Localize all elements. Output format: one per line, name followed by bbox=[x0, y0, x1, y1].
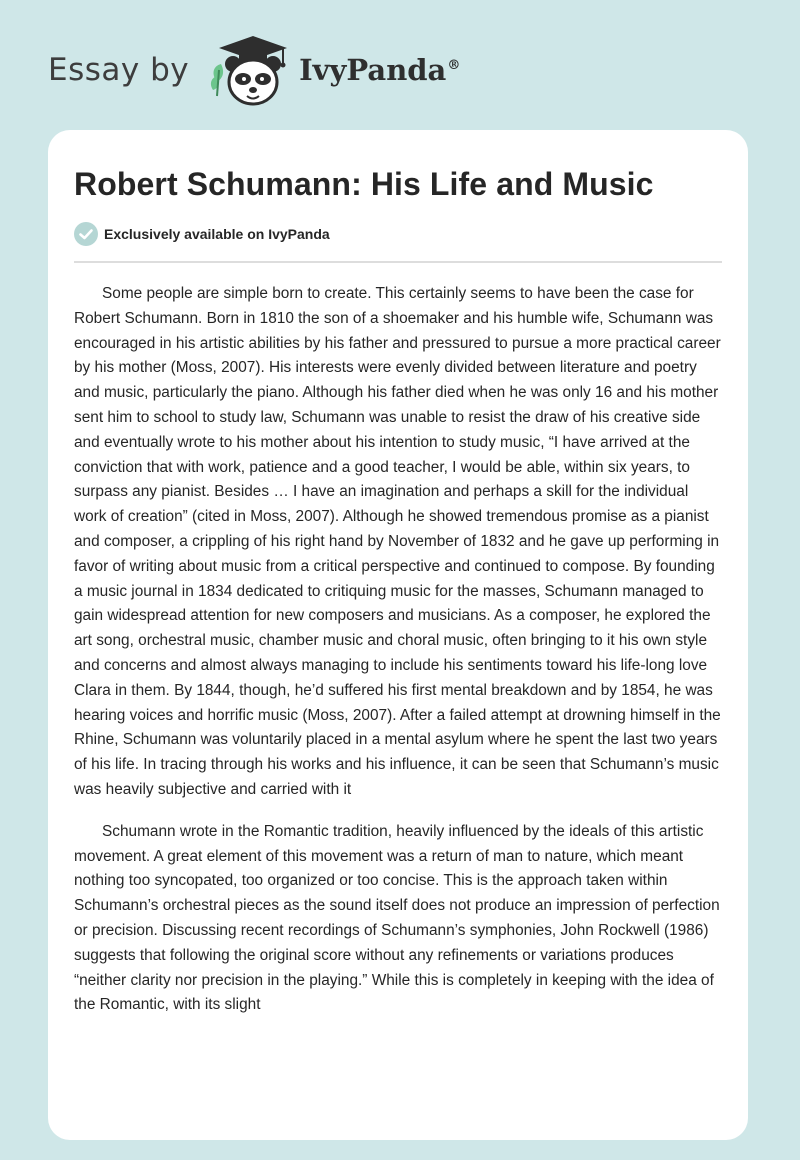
exclusive-badge bbox=[74, 222, 330, 246]
brand-name[interactable] bbox=[299, 53, 460, 87]
paragraph: Some people are simple born to create. This certainly seems to have been the case for Robert Schumann. Born in 1810 the son of a shoemaker and his humble wife, Schumann was encouraged in his artistic abilities by his father and pressured to pursue a more practical career by his mother (Moss, 2007). His interests were evenly divided between literature and poetry and music, particularly the piano. Although his father died when he was only 16 and his mother sent him to school to study law, Schumann was unable to resist the draw of his creative side and eventually wrote to his mother about his intention to study music, “I have arrived at the conviction that with work, patience and a good teacher, I would be able, within six years, to surpass any pianist. Besides … I have an imagination and perhaps a skill for the individual work of creation” (cited in Moss, 2007). Although he showed tremendous promise as a pianist and composer, a crippling of his right hand by November of 1832 and he gave up performing in favor of writing about music from a critical perspective and continued to compose. By founding a music journal in 1834 dedicated to critiquing music for the masses, Schumann managed to gain widespread attention for new composers and musicians. As a composer, he explored the art song, orchestral music, chamber music and choral music, often bringing to it his own style and concerns and almost always managing to include his sentiments toward his life-long love Clara in them. By 1844, though, he’d suffered his first mental breakdown and by 1854, he was hearing voices and horrific music (Moss, 2007). After a failed attempt at drowning himself in the Rhine, Schumann was voluntarily placed in a mental asylum where he spent the last two years of his life. In tracing through his works and his influence, it can be seen that Schumann’s music was heavily subjective and carried with it bbox=[74, 285, 721, 798]
panda-graduate-icon[interactable] bbox=[203, 30, 293, 110]
essay-body bbox=[74, 282, 724, 1035]
registered-mark: ® bbox=[447, 58, 461, 74]
site-header bbox=[48, 30, 460, 110]
exclusive-badge-label: Exclusively available on IvyPanda bbox=[104, 226, 330, 242]
essay-card bbox=[48, 130, 748, 1140]
check-circle-icon bbox=[74, 222, 98, 246]
essay-by-label: Essay by bbox=[48, 52, 190, 88]
divider bbox=[74, 261, 722, 263]
essay-title: Robert Schumann: His Life and Music bbox=[74, 166, 654, 202]
paragraph: Schumann wrote in the Romantic tradition, heavily influenced by the ideals of this artistic movement. A great element of this movement was a return of man to nature, which meant nothing too syncopated, too organized or too concise. This is the approach taken within Schumann’s orchestral pieces as the sound itself does not produce an impression of perfection or precision. Discussing recent recordings of Schumann’s symphonies, John Rockwell (1986) suggests that following the original score without any refinements or variations produces “neither clarity nor precision in the playing.” While this is completely in keeping with the idea of the Romantic, with its slight bbox=[74, 822, 720, 1014]
brand-label: IvyPanda bbox=[299, 53, 447, 87]
